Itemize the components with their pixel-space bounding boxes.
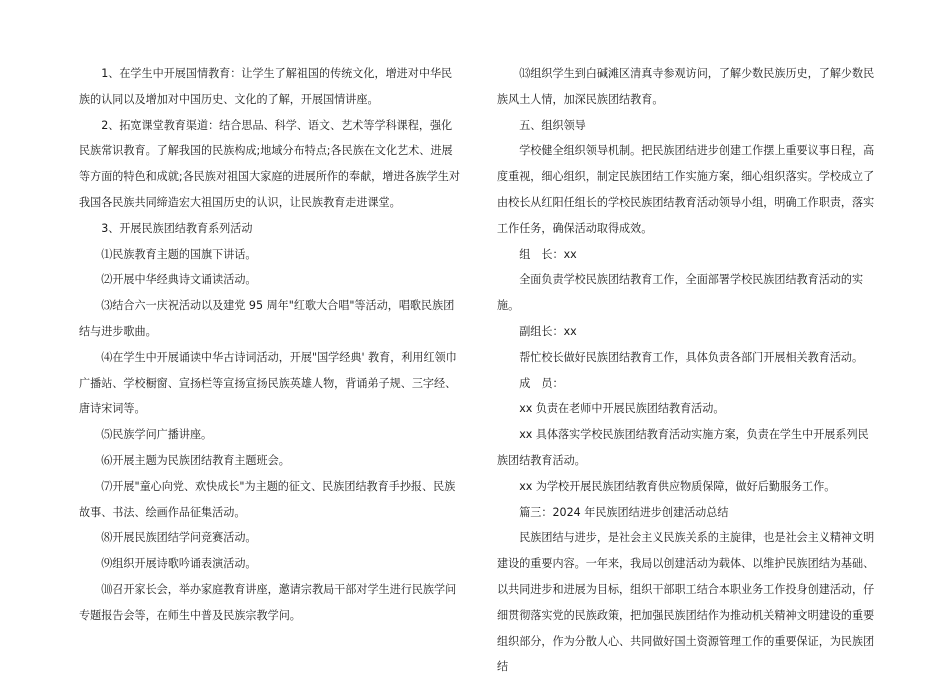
role-label: 成 员： [519, 376, 564, 390]
paragraph: ⑸民族学问广播讲座。 [101, 428, 213, 442]
paragraph: ⑹开展主题为民族团结教育主题班会。 [101, 453, 290, 467]
paragraph: 帮忙校长做好民族团结教育工作，具体负责各部门开展相关教育活动。 [519, 350, 864, 364]
paragraph: ⑻开展民族团结学问竞赛活动。 [101, 531, 257, 545]
paragraph: 1、在学生中开展国情教育：让学生了解祖国的传统文化，增进对中华民族的认同以及增加对中国历史、文化的了解，开展国情讲座。 [79, 67, 453, 106]
paragraph: xx 负责在老师中开展民族团结教育活动。 [519, 402, 725, 416]
paragraph: 民族团结与进步，是社会主义民族关系的主旋律，也是社会主义精神文明建设的重要内容。一年来，我局以创建活动为载体、以维护民族团结为基础、以共同进步和进展为目标，组织干部职工结合本职业务工作投身创建活动，仔细贯彻落实党的民族政策，把加强民族团结作为推动机关精神文明建设的重要组织部分，作为分散人心、共同做好国土资源管理工作的重要保证，为民族团结 [497, 531, 875, 674]
left-column [79, 61, 461, 629]
paragraph: ⑷在学生中开展诵读中华古诗词活动，开展"国学经典' 教育，利用红领巾广播站、学校橱窗、宣扬栏等宣扬宣扬民族英雄人物，背诵弟子规、三字经、唐诗宋词等。 [79, 350, 457, 416]
paragraph: 2、拓宽课堂教育渠道：结合思品、科学、语文、艺术等学科课程，强化民族常识教育。了解我国的民族构成;地域分布特点;各民族在文化艺术、进展等方面的特色和成就;各民族对祖国大家庭的进展所作的奉献，增进各族学生对我国各民族共同缔造宏大祖国历史的认识，让民族教育走进课堂。 [79, 118, 460, 209]
paragraph: 学校健全组织领导机制。把民族团结进步创建工作摆上重要议事日程，高度重视，细心组织，制定民族团结工作实施方案，细心组织落实。学校成立了由校长从红阳任组长的学校民族团结教育活动领导小组，明确工作职责，落实工作任务，确保活动取得成效。 [497, 144, 875, 235]
section-heading: 五、组织领导 [519, 118, 586, 132]
role-label: 组 长：xx [519, 247, 577, 261]
paragraph: ⑶结合六一庆祝活动以及建党 95 周年"红歌大合唱"等活动，唱歌民族团结与进步歌曲。 [79, 299, 455, 338]
paragraph: ⒀组织学生到白碱滩区清真寺参观访问，了解少数民族历史，了解少数民族风土人情，加深民族团结教育。 [497, 67, 875, 106]
paragraph: 3、开展民族团结教育系列活动 [101, 221, 253, 235]
role-label: 副组长：xx [519, 324, 577, 338]
right-column [497, 61, 879, 680]
paragraph: xx 具体落实学校民族团结教育活动实施方案，负责在学生中开展系列民族团结教育活动。 [497, 428, 869, 467]
paragraph: ⑼组织开展诗歌吟诵表演活动。 [101, 557, 257, 571]
paragraph: ⑽召开家长会，举办家庭教育讲座，邀请宗教局干部对学生进行民族学问专题报告会等，在师生中普及民族宗教学问。 [79, 582, 457, 622]
paragraph: ⑺开展"童心向党、欢快成长"为主题的征文、民族团结教育手抄报、民族故事、书法、绘画作品征集活动。 [79, 479, 456, 519]
section-heading: 篇三：2024 年民族团结进步创建活动总结 [519, 505, 729, 519]
paragraph: 全面负责学校民族团结教育工作，全面部署学校民族团结教育活动的实施。 [497, 273, 864, 313]
paragraph: ⑴民族教育主题的国旗下讲话。 [101, 247, 257, 261]
paragraph: ⑵开展中华经典诗文诵读活动。 [101, 273, 257, 287]
paragraph: xx 为学校开展民族团结教育供应物质保障，做好后勤服务工作。 [519, 479, 836, 493]
